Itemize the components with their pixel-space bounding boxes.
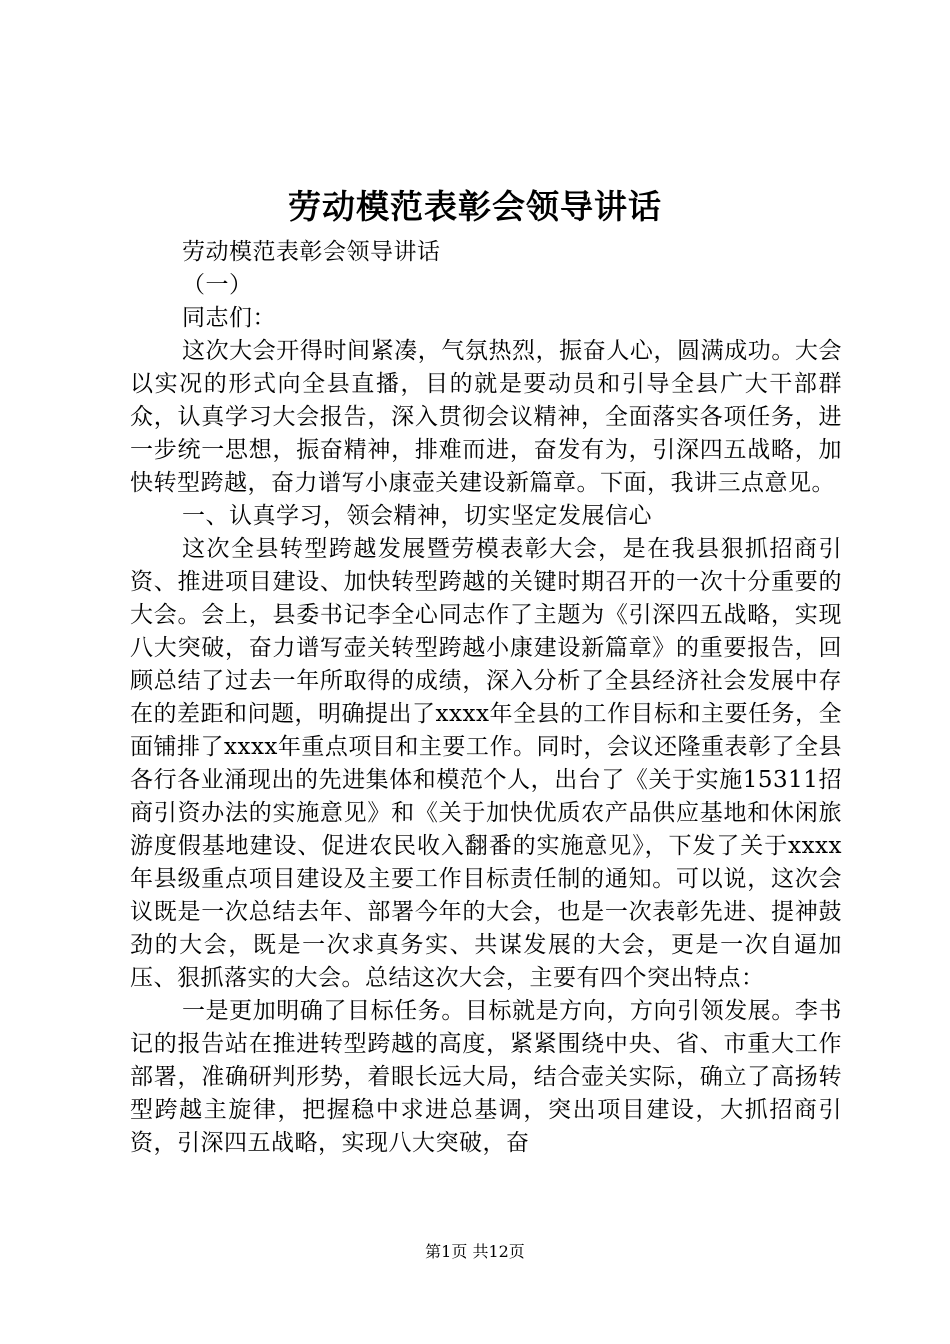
- salutation-paragraph: 同志们：: [182, 305, 276, 331]
- section-heading-paragraph: 一、认真学习，领会精神，切实坚定发展信心: [182, 503, 652, 529]
- document-body: [130, 236, 842, 1160]
- body-paragraph: 一是更加明确了目标任务。目标就是方向，方向引领发展。李书记的报告站在推进转型跨越的高度，紧紧围绕中央、省、市重大工作部署，准确研判形势，着眼长远大局，结合壶关实际，确立了高扬转型跨越主旋律，把握稳中求进总基调，突出项目建设，大抓招商引资，引深四五战略，实现八大突破，奋: [130, 998, 842, 1156]
- document-title: 劳动模范表彰会领导讲话: [288, 187, 662, 226]
- body-paragraph: 这次全县转型跨越发展暨劳模表彰大会，是在我县狠抓招商引资、推进项目建设、加快转型跨越的关键时期召开的一次十分重要的大会。会上，县委书记李全心同志作了主题为《引深四五战略，实现八大突破，奋力谱写壶关转型跨越小康建设新篇章》的重要报告，回顾总结了过去一年所取得的成绩，深入分析了全县经济社会发展中存在的差距和问题，明确提出了xxxx年全县的工作目标和主要任务，全面铺排了xxxx年重点项目和主要工作。同时，会议还隆重表彰了全县各行各业涌现出的先进集体和模范个人，出台了《关于实施15311招商引资办法的实施意见》和《关于加快优质农产品供应基地和休闲旅游度假基地建设、促进农民收入翻番的实施意见》，下发了关于xxxx年县级重点项目建设及主要工作目标责任制的通知。可以说，这次会议既是一次总结去年、部署今年的大会，也是一次表彰先进、提神鼓劲的大会，既是一次求真务实、共谋发展的大会，更是一次自逼加压、狠抓落实的大会。总结这次大会，主要有四个突出特点：: [130, 536, 842, 991]
- page-footer: 第1页 共12页: [425, 1242, 525, 1261]
- section-number-paragraph: （一）: [182, 272, 253, 298]
- body-paragraph: 这次大会开得时间紧凑，气氛热烈，振奋人心，圆满成功。大会以实况的形式向全县直播，目的就是要动员和引导全县广大干部群众，认真学习大会报告，深入贯彻会议精神，全面落实各项任务，进一步统一思想，振奋精神，排难而进，奋发有为，引深四五战略，加快转型跨越，奋力谱写小康壶关建设新篇章。下面，我讲三点意见。: [130, 338, 842, 496]
- subtitle-paragraph: 劳动模范表彰会领导讲话: [182, 239, 441, 265]
